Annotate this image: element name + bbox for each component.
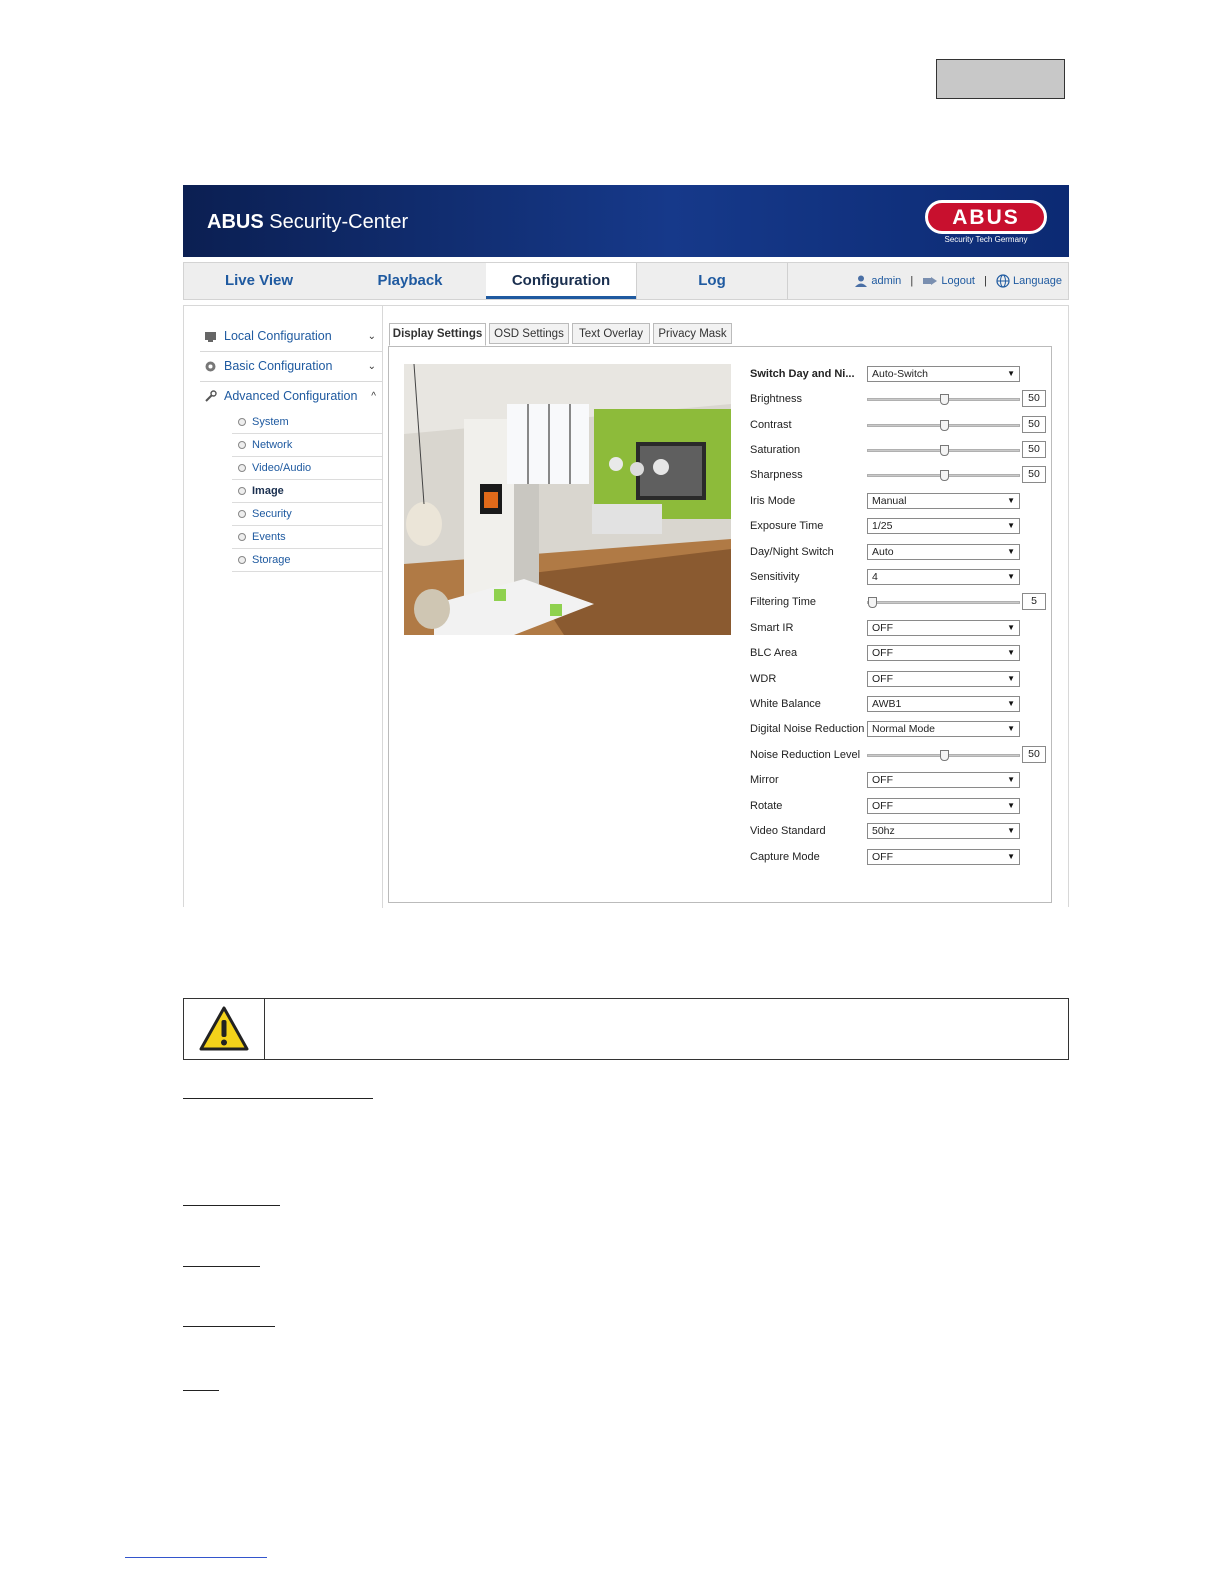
tab-live-view[interactable]: Live View bbox=[224, 272, 294, 289]
setting-row bbox=[750, 517, 1050, 535]
sidebar-item-video-audio[interactable] bbox=[232, 457, 382, 480]
tab-osd-settings[interactable]: OSD Settings bbox=[489, 323, 569, 344]
setting-slider-track[interactable] bbox=[867, 474, 1020, 477]
setting-select[interactable] bbox=[867, 493, 1020, 509]
bullet-icon bbox=[238, 533, 246, 541]
sidebar-item-label: System bbox=[252, 416, 289, 428]
main-nav bbox=[183, 262, 1069, 300]
setting-value-field[interactable]: 50 bbox=[1022, 416, 1046, 433]
logout-icon bbox=[922, 275, 938, 287]
setting-label: Mirror bbox=[750, 774, 779, 786]
setting-row bbox=[750, 492, 1050, 510]
config-content bbox=[183, 305, 1069, 907]
sidebar-item-label: Storage bbox=[252, 554, 291, 566]
setting-row bbox=[750, 568, 1050, 586]
setting-label: Smart IR bbox=[750, 622, 794, 634]
setting-select[interactable] bbox=[867, 823, 1020, 839]
sidebar-item-security[interactable] bbox=[232, 503, 382, 526]
logout-link[interactable]: Logout bbox=[941, 275, 975, 288]
chevron-down-icon: ⌄ bbox=[367, 331, 376, 342]
setting-row bbox=[750, 441, 1050, 459]
setting-row bbox=[750, 720, 1050, 738]
dropdown-arrow-icon: ▼ bbox=[1007, 547, 1015, 556]
bullet-icon bbox=[238, 510, 246, 518]
setting-value-field[interactable]: 50 bbox=[1022, 746, 1046, 763]
setting-value-field[interactable]: 5 bbox=[1022, 593, 1046, 610]
select-value: OFF bbox=[872, 851, 893, 863]
warning-triangle-icon bbox=[198, 1005, 250, 1053]
select-value: OFF bbox=[872, 622, 893, 634]
setting-label: Day/Night Switch bbox=[750, 546, 834, 558]
setting-label: Filtering Time bbox=[750, 596, 817, 608]
setting-label: BLC Area bbox=[750, 647, 798, 659]
page-number-box bbox=[936, 59, 1065, 99]
setting-label: Switch Day and Ni... bbox=[750, 368, 855, 380]
setting-row bbox=[750, 822, 1050, 840]
setting-select[interactable] bbox=[867, 772, 1020, 788]
logo-tagline: Security Tech Germany bbox=[944, 235, 1028, 244]
setting-label: WDR bbox=[750, 673, 777, 685]
select-value: Manual bbox=[872, 495, 907, 507]
bullet-icon bbox=[238, 464, 246, 472]
setting-row bbox=[750, 416, 1050, 434]
dropdown-arrow-icon: ▼ bbox=[1007, 852, 1015, 861]
setting-row bbox=[750, 619, 1050, 637]
abus-logo: ABUS bbox=[925, 200, 1047, 234]
dropdown-arrow-icon: ▼ bbox=[1007, 572, 1015, 581]
setting-label: Video Standard bbox=[750, 825, 826, 837]
sidebar-item-storage[interactable] bbox=[232, 549, 382, 572]
setting-select[interactable] bbox=[867, 518, 1020, 534]
setting-row bbox=[750, 695, 1050, 713]
config-sidebar bbox=[200, 322, 382, 572]
nav-divider bbox=[787, 263, 788, 299]
setting-row bbox=[750, 593, 1050, 611]
select-value: OFF bbox=[872, 800, 893, 812]
setting-slider-track[interactable] bbox=[867, 424, 1020, 427]
heading-underline bbox=[183, 1390, 219, 1391]
setting-label: Capture Mode bbox=[750, 851, 820, 863]
setting-label: White Balance bbox=[750, 698, 821, 710]
heading-underline bbox=[183, 1326, 275, 1327]
slider-handle[interactable] bbox=[940, 750, 949, 761]
setting-select[interactable] bbox=[867, 696, 1020, 712]
sidebar-item-network[interactable] bbox=[232, 434, 382, 457]
wrench-icon bbox=[204, 390, 217, 403]
setting-label: Iris Mode bbox=[750, 495, 796, 507]
select-value: Auto bbox=[872, 546, 894, 558]
setting-label: Sensitivity bbox=[750, 571, 800, 583]
bullet-icon bbox=[238, 556, 246, 564]
globe-icon bbox=[996, 274, 1010, 288]
sidebar-item-events[interactable] bbox=[232, 526, 382, 549]
setting-row bbox=[750, 670, 1050, 688]
setting-row bbox=[750, 848, 1050, 866]
setting-slider-track[interactable] bbox=[867, 601, 1020, 604]
gear-icon bbox=[204, 360, 217, 373]
tab-configuration[interactable]: Configuration bbox=[486, 263, 636, 299]
setting-row bbox=[750, 466, 1050, 484]
select-value: Normal Mode bbox=[872, 723, 936, 735]
sidebar-item-label: Events bbox=[252, 531, 286, 543]
dropdown-arrow-icon: ▼ bbox=[1007, 496, 1015, 505]
setting-label: Brightness bbox=[750, 393, 802, 405]
heading-underline bbox=[183, 1098, 373, 1099]
display-settings-panel bbox=[388, 346, 1052, 903]
setting-row bbox=[750, 390, 1050, 408]
setting-label: Rotate bbox=[750, 800, 783, 812]
setting-label: Digital Noise Reduction bbox=[750, 723, 865, 735]
setting-select[interactable] bbox=[867, 671, 1020, 687]
setting-row bbox=[750, 797, 1050, 815]
dropdown-arrow-icon: ▼ bbox=[1007, 623, 1015, 632]
user-controls bbox=[854, 263, 1062, 299]
tab-privacy-mask[interactable]: Privacy Mask bbox=[653, 323, 732, 344]
setting-row bbox=[750, 746, 1050, 764]
sidebar-item-label: Video/Audio bbox=[252, 462, 312, 474]
language-link[interactable]: Language bbox=[1013, 275, 1062, 288]
sidebar-advanced-configuration[interactable] bbox=[200, 382, 382, 411]
sidebar-basic-configuration[interactable] bbox=[200, 352, 382, 382]
setting-select[interactable] bbox=[867, 544, 1020, 560]
setting-label: Contrast bbox=[750, 419, 792, 431]
separator: | bbox=[910, 275, 914, 288]
dropdown-arrow-icon: ▼ bbox=[1007, 699, 1015, 708]
sidebar-divider bbox=[382, 306, 383, 908]
select-value: 50hz bbox=[872, 825, 895, 837]
user-icon bbox=[854, 274, 868, 288]
sidebar-section-label: Advanced Configuration bbox=[224, 389, 358, 403]
warning-icon-cell bbox=[184, 999, 265, 1059]
setting-label: Sharpness bbox=[750, 469, 803, 481]
dropdown-arrow-icon: ▼ bbox=[1007, 724, 1015, 733]
setting-value-field[interactable]: 50 bbox=[1022, 441, 1046, 458]
select-value: OFF bbox=[872, 647, 893, 659]
slider-handle[interactable] bbox=[940, 394, 949, 405]
sidebar-item-image[interactable] bbox=[232, 480, 382, 503]
sidebar-section-label: Basic Configuration bbox=[224, 359, 333, 373]
setting-slider-track[interactable] bbox=[867, 449, 1020, 452]
setting-row bbox=[750, 543, 1050, 561]
banner-title: ABUS Security-Center bbox=[207, 211, 409, 233]
chevron-up-icon: ^ bbox=[371, 391, 376, 402]
tab-text-overlay[interactable]: Text Overlay bbox=[572, 323, 650, 344]
slider-handle[interactable] bbox=[940, 420, 949, 431]
setting-slider-track[interactable] bbox=[867, 754, 1020, 757]
dropdown-arrow-icon: ▼ bbox=[1007, 369, 1015, 378]
select-value: 4 bbox=[872, 571, 878, 583]
sidebar-item-system[interactable] bbox=[232, 411, 382, 434]
setting-select[interactable] bbox=[867, 620, 1020, 636]
tab-log[interactable]: Log bbox=[698, 272, 726, 289]
sidebar-section-label: Local Configuration bbox=[224, 329, 332, 343]
setting-label: Noise Reduction Level bbox=[750, 749, 861, 761]
sidebar-local-configuration[interactable] bbox=[200, 322, 382, 352]
select-value: OFF bbox=[872, 673, 893, 685]
warning-box bbox=[183, 998, 1069, 1060]
bullet-icon bbox=[238, 418, 246, 426]
bullet-icon bbox=[238, 487, 246, 495]
setting-select[interactable] bbox=[867, 645, 1020, 661]
heading-underline bbox=[183, 1266, 260, 1267]
select-value: 1/25 bbox=[872, 520, 893, 532]
slider-handle[interactable] bbox=[940, 445, 949, 456]
chevron-down-icon: ⌄ bbox=[367, 361, 376, 372]
select-value: Auto-Switch bbox=[872, 368, 929, 380]
app-screenshot bbox=[183, 185, 1069, 907]
setting-select[interactable] bbox=[867, 366, 1020, 382]
dropdown-arrow-icon: ▼ bbox=[1007, 775, 1015, 784]
setting-select[interactable] bbox=[867, 798, 1020, 814]
slider-handle[interactable] bbox=[868, 597, 877, 608]
monitor-icon bbox=[204, 330, 217, 343]
dropdown-arrow-icon: ▼ bbox=[1007, 801, 1015, 810]
bullet-icon bbox=[238, 441, 246, 449]
live-preview-image bbox=[404, 364, 731, 635]
dropdown-arrow-icon: ▼ bbox=[1007, 648, 1015, 657]
dropdown-arrow-icon: ▼ bbox=[1007, 826, 1015, 835]
tab-display-settings[interactable]: Display Settings bbox=[389, 323, 486, 346]
sidebar-item-label: Security bbox=[252, 508, 292, 520]
setting-label: Exposure Time bbox=[750, 520, 824, 532]
select-value: OFF bbox=[872, 774, 893, 786]
tab-playback[interactable]: Playback bbox=[377, 272, 443, 289]
setting-select[interactable] bbox=[867, 569, 1020, 585]
banner bbox=[183, 185, 1069, 257]
dropdown-arrow-icon: ▼ bbox=[1007, 674, 1015, 683]
sidebar-item-label: Network bbox=[252, 439, 293, 451]
username-link[interactable]: admin bbox=[871, 275, 902, 288]
sidebar-item-label: Image bbox=[252, 485, 284, 497]
setting-row bbox=[750, 365, 1050, 383]
setting-value-field[interactable]: 50 bbox=[1022, 466, 1046, 483]
setting-label: Saturation bbox=[750, 444, 801, 456]
dropdown-arrow-icon: ▼ bbox=[1007, 521, 1015, 530]
setting-select[interactable] bbox=[867, 721, 1020, 737]
setting-slider-track[interactable] bbox=[867, 398, 1020, 401]
setting-row bbox=[750, 644, 1050, 662]
setting-row bbox=[750, 771, 1050, 789]
setting-select[interactable] bbox=[867, 849, 1020, 865]
select-value: AWB1 bbox=[872, 698, 902, 710]
setting-value-field[interactable]: 50 bbox=[1022, 390, 1046, 407]
slider-handle[interactable] bbox=[940, 470, 949, 481]
separator: | bbox=[984, 275, 987, 288]
heading-underline bbox=[183, 1205, 280, 1206]
footer-link-underline bbox=[125, 1557, 267, 1558]
